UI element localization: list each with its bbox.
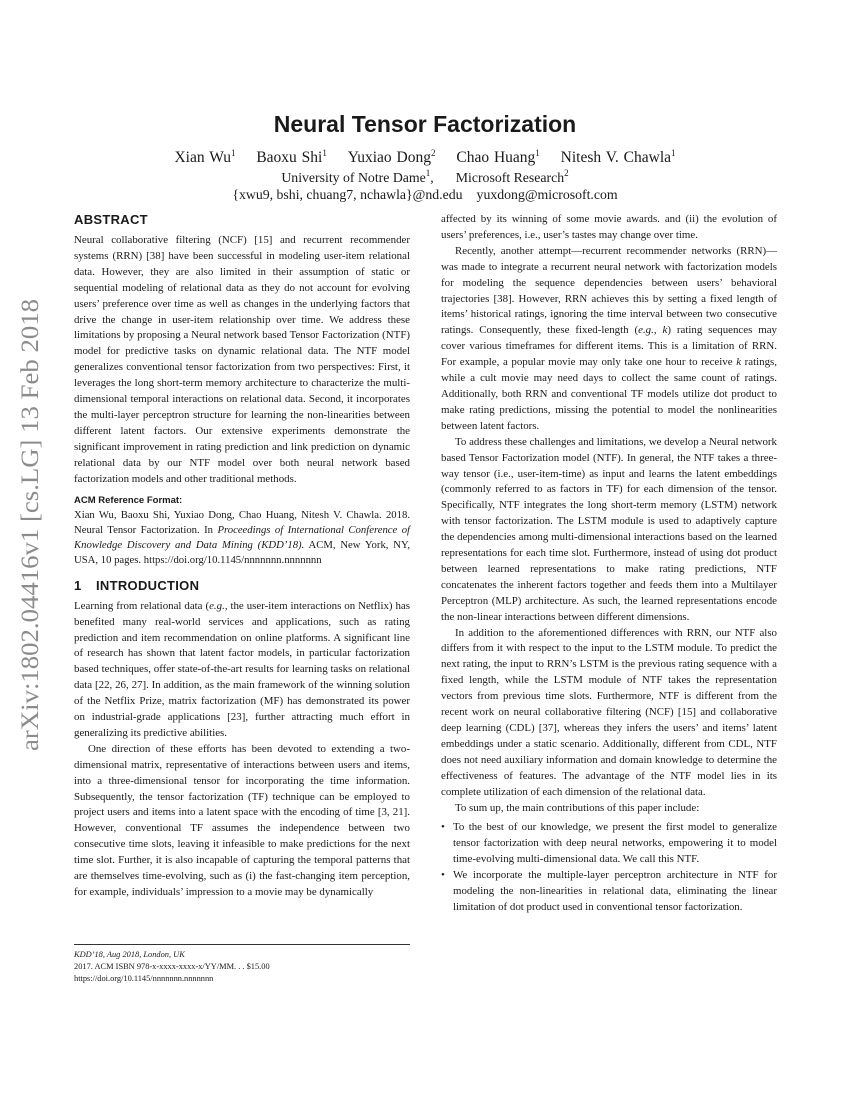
footnote (74, 944, 410, 985)
affiliation-microsoft: Microsoft Research$^2$ (455, 168, 569, 185)
doi-link: https://doi.org/10.1145/nnnnnnn.nnnnnnn (74, 974, 214, 983)
author-emails (0, 186, 850, 204)
author-list (0, 148, 850, 168)
intro-paragraph: To address these challenges and limitations, we develop a Neural network based Tensor Factorization model (NTF). In general, the NTF takes a three-way tensor (i.e., user-item-time) as input and learns the latent embeddings (commonly referred to as factors in TF) for each dimension of the tensor. Specifically, NTF integrates the long short-term memory (LSTM) network with tensor factorization. The LSTM module is used to adaptively capture the dependencies among multi-dimensional interactions based on the learned representations for each time slot. Furthermore, instead of using dot product between learned representations to make rating predictions, NTF concatenates the inherent factors together and feeds them into a Multilayer Perceptron (MLP) architecture. As such, the learned representations encode the non-linear interactions between different dimensions. (441, 435, 777, 623)
author-name: Yuxiao Dong$^2$ (347, 148, 436, 166)
list-item: • To the best of our knowledge, we present the first model to generalize tensor factorization with deep neural networks, empowering it to model time-evolving multi-dimensional data. We call this NTF. (441, 821, 777, 866)
introduction-heading: 1 INTRODUCTION (74, 577, 200, 593)
right-column (441, 212, 777, 916)
author-name: Baoxu Shi$^1$ (256, 148, 327, 166)
intro-paragraph: One direction of these efforts has been devoted to extending a two-dimensional matrix, representative of interactions between users and items, into a three-dimensional tensor for incorporating the time information. Subsequently, the tensor factorization (TF) technique can be employed to project users and items into a latent space with the encoding of time [3, 21]. However, conventional TF assumes the independence between two consecutive time slots, leaving it infeasible to make predictions for the next time slot. Further, it is also incapable of capturing the temporal patterns that are themselves time-evolving, such as (i) the fast-changing item perception, for example, individuals’ impression to a movie may be dynamically (74, 742, 410, 898)
intro-paragraph: In addition to the aforementioned differences with RRN, our NTF also differs from it with respect to the input to the LSTM module. To predict the next rating, the input to RRN’s LSTM is the previous rating sequence with a fixed length, while the LSTM module of NTF takes the representation vectors from previous time slots. Furthermore, NTF is different from the recent work on neural collaborative filtering (NCF) [15] and collaborative deep learning (CDL) [37], whereas they infers the users’ and items’ latent embeddings under a static scenario. Additionally, different from CDL, NTF does not need auxiliary information and domain knowledge to determine the effectiveness of features. The advantage of the NTF model lies in its complete utilization of each dimension of the relational data. (441, 626, 777, 798)
intro-paragraph: To sum up, the main contributions of this paper include: (455, 801, 700, 814)
author-name: Chao Huang$^1$ (456, 148, 540, 166)
footnote-rule (74, 944, 410, 945)
isbn-info: 2017. ACM ISBN 978-x-xxxx-xxxx-x/YY/MM. . . $15.00 (74, 962, 270, 971)
abstract-text: Neural collaborative filtering (NCF) [15] and recurrent recommender systems (RRN) [38] have been successful in modeling user-item relational data. However, they are also limited in their assumption of static or sequential modeling of relational data as they do not account for evolving users’ preference over time as well as changes in the underlying factors that drive the change in user-item relationship over time. We address these limitations by proposing a Neural network based Tensor Factorization (NTF) model for predictive tasks on dynamic relational data. The NTF model generalizes conventional tensor factorization from two perspectives: First, it leverages the long short-term memory architecture to characterize the multi-dimensional temporal interactions on relational data. Second, it incorporates the multi-layer perceptron structure for learning the non-linearities between different latent factors. Our extensive experiments demonstrate the significant improvement in rating prediction and link prediction on dynamic relational data by our NTF model over both neural network based factorization models and other traditional methods. (74, 234, 410, 485)
author-name: Xian Wu$^1$ (174, 148, 236, 166)
arxiv-identifier (8, 295, 48, 755)
intro-paragraph: Recently, another attempt—recurrent recommender networks (RRN)—was made to integrate a recurrent neural network with factorization models for modeling the sequence dependencies between users’ behavioral trajectories [38]. However, RRN achieves this by setting a fixed length of items’ historical ratings, ignoring the time interval between two consecutive ratings. Consequently, these fixed-length (e.g., k) rating sequences may cover various timeframes for different items. This is a limitation of RRN. For example, a popular movie may only take one hour to receive k ratings, while a cult movie may need days to collect the same count of ratings. Additionally, both RRN and conventional TF models utilize dot product to make rating predictions, missing the potential to model the nonlinearities between latent factors. (441, 244, 778, 432)
acm-reference-text: Xian Wu, Baoxu Shi, Yuxiao Dong, Chao Huang, Nitesh V. Chawla. 2018. Neural Tensor Factorization. In Proceedings of International Conference of Knowledge Discovery and Data Mining (KDD’18). ACM, New York, NY, USA, 10 pages. https://doi.org/10.1145/nnnnnnn.nnnnnnn (74, 508, 411, 567)
bullet-icon: • (441, 821, 445, 834)
contributions-list (441, 820, 777, 915)
intro-paragraph: Learning from relational data (e.g., the user-item interactions on Netflix) has benefited many real-world services and applications, such as rating prediction and item recommendation on online platforms. A significant line of research has shown that latent factor models, in particular factorization based techniques, offer state-of-the-art results for learning tasks on relational data [22, 26, 27]. In addition, as the main framework of the winning solution of the Netflix Prize, matrix factorization (MF) has demonstrated its power on industrial-grade applications [23], further attracting much effort in generalizing its predictive abilities. (74, 599, 410, 739)
affiliation-notre-dame: University of Notre Dame$^1$, (281, 168, 434, 185)
list-item: • We incorporate the multiple-layer perceptron architecture in NTF for modeling the non-linearities in relational data, eliminating the linear limitation of dot product used in conventional tensor factorization. (441, 869, 777, 913)
affiliations (0, 169, 850, 187)
intro-paragraph: affected by its winning of some movie awards. and (ii) the evolution of users’ preferences, i.e., user’s tastes may change over time. (441, 213, 777, 241)
arxiv-identifier-text: arXiv:1802.04416v1 [cs.LG] 13 Feb 2018 (17, 328, 44, 751)
abstract-heading: ABSTRACT (74, 212, 148, 227)
left-column (74, 212, 410, 901)
acm-reference-heading: ACM Reference Format: (74, 494, 183, 506)
email-microsoft: yuxdong@microsoft.com (476, 187, 618, 202)
conference-info: KDD’18, Aug 2018, London, UK (74, 950, 185, 959)
author-name: Nitesh V. Chawla$^1$ (560, 148, 676, 166)
email-nd: {xwu9, bshi, chuang7, nchawla}@nd.edu (232, 187, 463, 202)
bullet-icon: • (441, 869, 445, 882)
paper-title: Neural Tensor Factorization (273, 111, 577, 137)
